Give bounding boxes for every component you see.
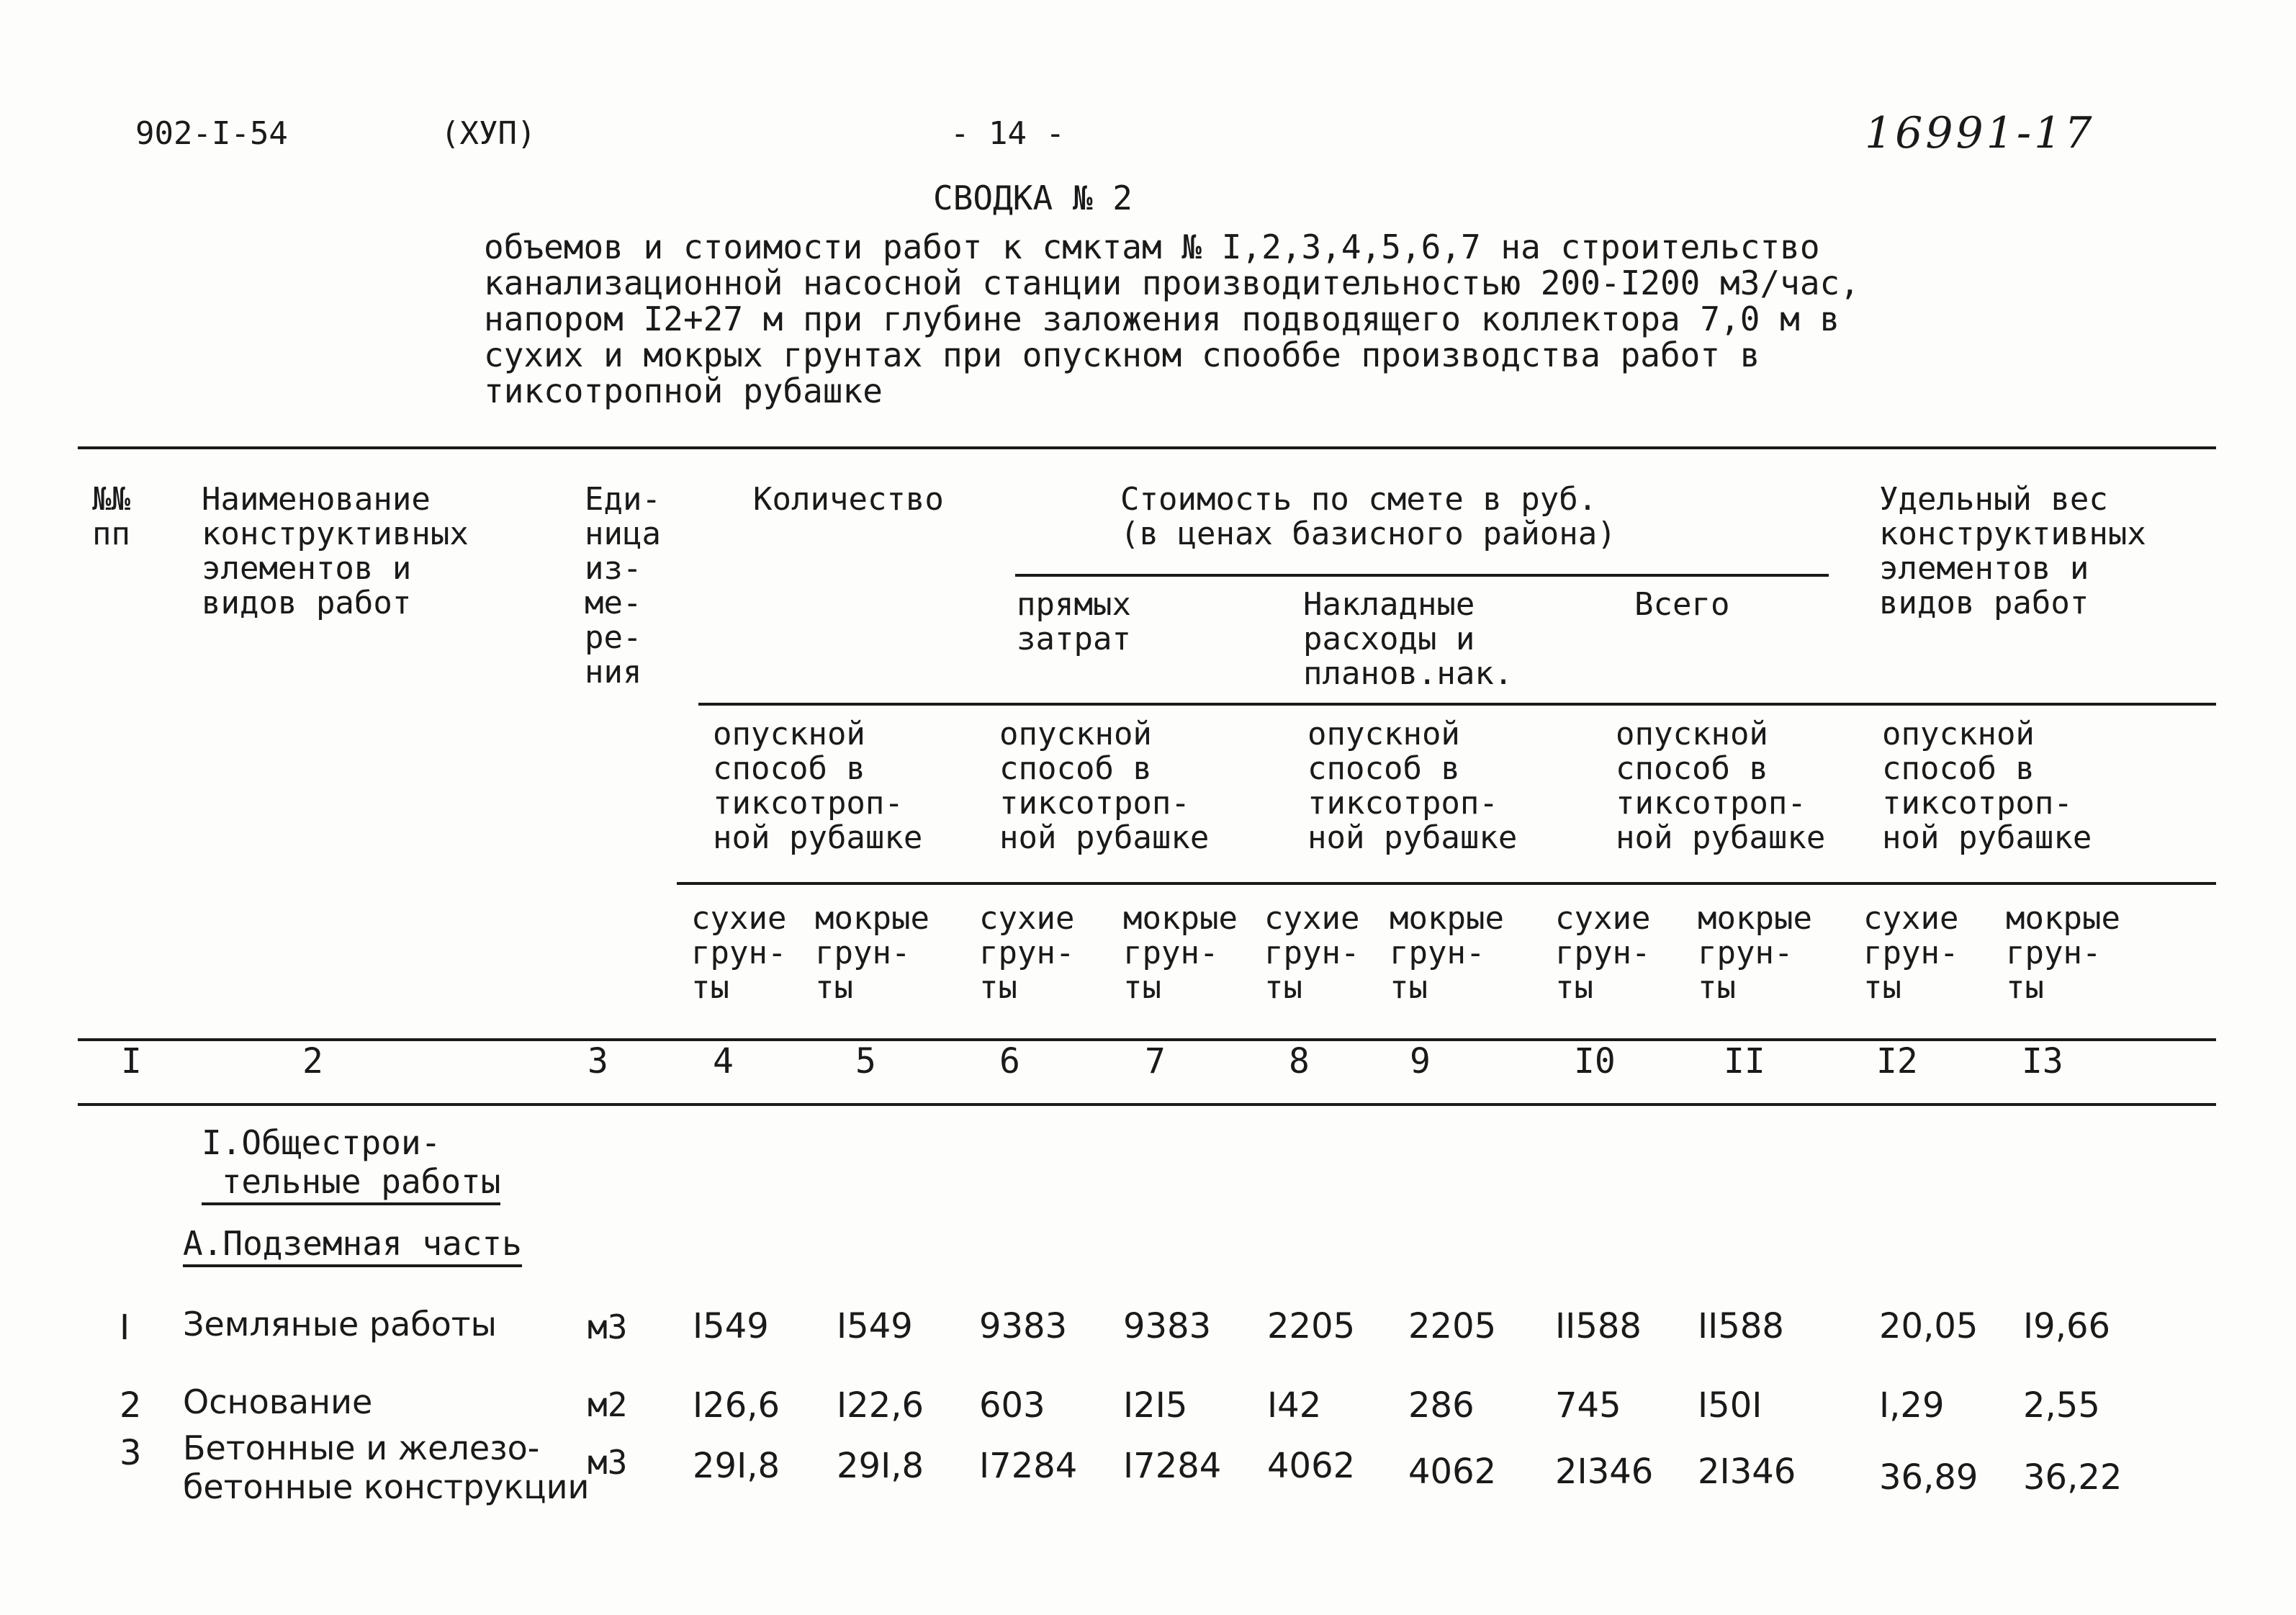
table-cell: I26,6: [693, 1385, 780, 1426]
method-rule: [698, 703, 2216, 706]
table-cell: I2I5: [1123, 1385, 1188, 1426]
row-name: Земляные работы: [183, 1305, 497, 1344]
table-cell: I549: [837, 1306, 913, 1346]
column-number: I: [121, 1041, 142, 1081]
column-number: 7: [1145, 1041, 1166, 1081]
method-header-total: опускной способ в тиксотроп- ной рубашке: [1616, 716, 1826, 856]
section-general-works: I.Общестрои- тельные работы: [202, 1123, 500, 1205]
table-cell: 36,89: [1879, 1457, 1978, 1498]
table-cell: I7284: [1123, 1446, 1222, 1486]
table-cell: II588: [1698, 1306, 1784, 1346]
method-header-direct: опускной способ в тиксотроп- ной рубашке: [999, 716, 1210, 856]
soil-header-dry: сухие грун- ты: [1555, 900, 1651, 1006]
table-cell: 2,55: [2023, 1385, 2100, 1426]
table-cell: 2205: [1408, 1306, 1497, 1346]
row-unit: м3: [587, 1308, 628, 1346]
table-cell: 36,22: [2023, 1457, 2122, 1498]
column-number: 8: [1289, 1041, 1310, 1081]
row-name: Бетонные и железо- бетонные конструкции: [183, 1429, 590, 1506]
table-cell: 745: [1555, 1385, 1621, 1426]
row-unit: м3: [587, 1443, 628, 1482]
soil-rule: [677, 882, 2216, 885]
table-top-rule: [78, 446, 2216, 449]
column-number: II: [1724, 1041, 1765, 1081]
column-number: I3: [2022, 1041, 2063, 1081]
table-cell: 2I346: [1555, 1452, 1654, 1492]
colnum-bottom-rule: [78, 1103, 2216, 1106]
table-cell: I,29: [1879, 1385, 1945, 1426]
table-cell: II588: [1555, 1306, 1642, 1346]
table-cell: I50I: [1698, 1385, 1762, 1426]
page-number: - 14 -: [950, 115, 1065, 152]
column-number: 5: [855, 1041, 876, 1081]
column-number: 6: [999, 1041, 1020, 1081]
col-header-name: Наименование конструктивных элементов и видов работ: [202, 481, 469, 621]
table-cell: 603: [979, 1385, 1045, 1426]
col-header-direct: прямых затрат: [1017, 586, 1131, 657]
row-number: I: [120, 1308, 130, 1348]
volume-label: (ХУП): [441, 115, 536, 152]
table-cell: 2I346: [1698, 1452, 1796, 1492]
col-header-quantity: Количество: [753, 481, 944, 518]
cost-sub-rule: [1015, 574, 1829, 577]
table-cell: 29I,8: [837, 1446, 924, 1486]
column-number: 2: [302, 1041, 323, 1081]
table-cell: 2205: [1267, 1306, 1356, 1346]
soil-header-wet: мокрые грун- ты: [2006, 900, 2120, 1006]
col-header-unit: Еди- ница из- ме- ре- ния: [585, 481, 661, 690]
col-header-num: №№ пп: [92, 481, 130, 552]
column-number: I0: [1574, 1041, 1616, 1081]
col-header-cost: Стоимость по смете в руб. (в ценах базисного района): [1120, 481, 1616, 552]
soil-header-dry: сухие грун- ты: [979, 900, 1075, 1006]
table-cell: 4062: [1408, 1452, 1497, 1492]
col-header-share: Удельный вес конструктивных элементов и видов работ: [1879, 481, 2146, 621]
col-header-total: Всего: [1634, 586, 1730, 623]
column-number: 3: [587, 1041, 608, 1081]
col-header-overhead: Накладные расходы и планов.нак.: [1303, 586, 1513, 692]
section-underground: А.Подземная часть: [183, 1224, 522, 1267]
handwritten-number: 16991-17: [1865, 108, 2095, 158]
soil-header-wet: мокрые грун- ты: [815, 900, 929, 1006]
document-subtitle: объемов и стоимости работ к смктам № I,2,3,4,5,6,7 на строительство канализационной насосной станции производительностью 200-I200 м3/час, напором I2+27 м при глубине заложения подводящего коллектора 7,0 м в сухих и мокрых грунтах при опускном спооббе производства работ в тиксотропной рубашке: [484, 228, 1860, 410]
column-number: 4: [713, 1041, 734, 1081]
row-unit: м2: [587, 1385, 628, 1424]
soil-header-wet: мокрые грун- ты: [1698, 900, 1812, 1006]
table-cell: I7284: [979, 1446, 1078, 1486]
column-number: 9: [1410, 1041, 1431, 1081]
method-header-quantity: опускной способ в тиксотроп- ной рубашке: [713, 716, 923, 856]
document-code: 902-I-54: [135, 115, 288, 152]
method-header-overhead: опускной способ в тиксотроп- ной рубашке: [1307, 716, 1518, 856]
table-cell: 9383: [979, 1306, 1068, 1346]
soil-header-dry: сухие грун- ты: [691, 900, 787, 1006]
method-header-share: опускной способ в тиксотроп- ной рубашке: [1882, 716, 2092, 856]
row-number: 3: [120, 1433, 142, 1473]
table-cell: 9383: [1123, 1306, 1212, 1346]
table-cell: 20,05: [1879, 1306, 1978, 1346]
table-cell: 29I,8: [693, 1446, 780, 1486]
table-cell: 286: [1408, 1385, 1475, 1426]
column-number: I2: [1876, 1041, 1918, 1081]
soil-header-dry: сухие грун- ты: [1264, 900, 1360, 1006]
soil-header-wet: мокрые грун- ты: [1123, 900, 1238, 1006]
table-cell: I42: [1267, 1385, 1322, 1426]
row-name: Основание: [183, 1382, 373, 1421]
table-cell: I22,6: [837, 1385, 924, 1426]
soil-header-dry: сухие грун- ты: [1863, 900, 1959, 1006]
table-cell: I9,66: [2023, 1306, 2111, 1346]
soil-header-wet: мокрые грун- ты: [1390, 900, 1504, 1006]
table-cell: I549: [693, 1306, 769, 1346]
row-number: 2: [120, 1385, 142, 1426]
document-title: СВОДКА № 2: [933, 179, 1133, 217]
table-cell: 4062: [1267, 1446, 1356, 1486]
